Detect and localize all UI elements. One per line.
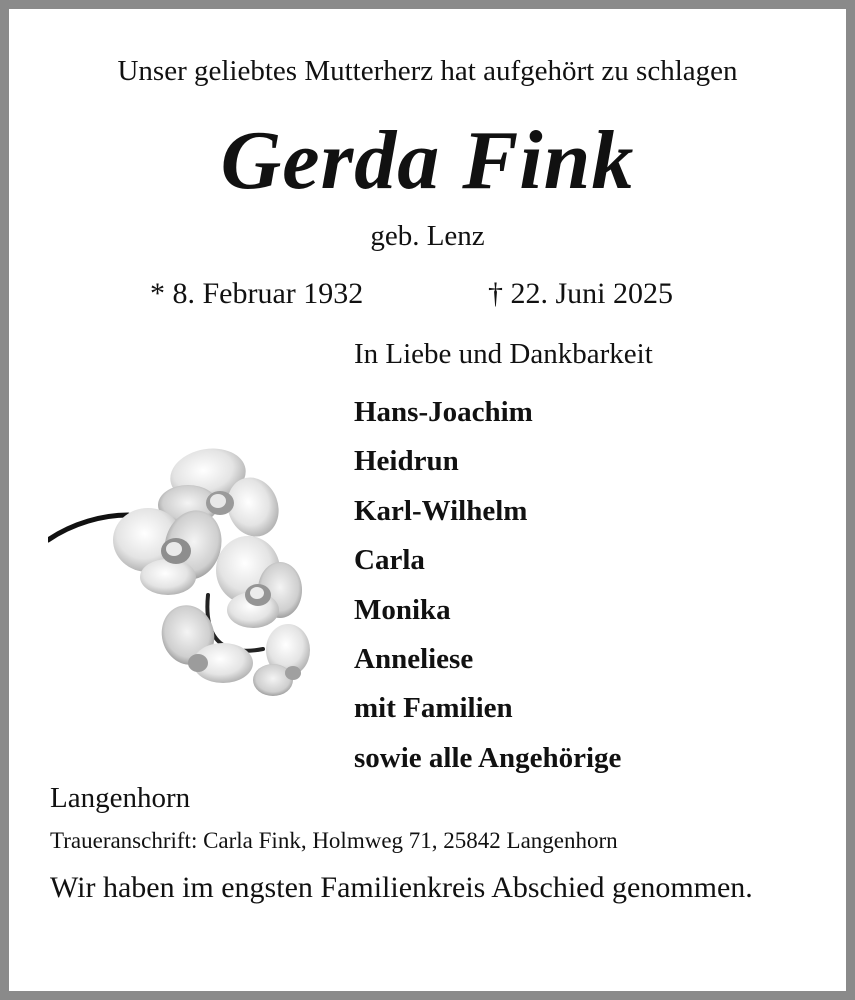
mourner-name: Carla bbox=[354, 544, 425, 577]
mourner-name: Anneliese bbox=[354, 642, 474, 675]
mourner-name: sowie alle Angehörige bbox=[354, 741, 622, 774]
mourner-name: Heidrun bbox=[354, 445, 459, 478]
orchid-icon bbox=[48, 445, 318, 705]
closing-statement: Wir haben im engsten Familienkreis Abschied genommen. bbox=[50, 871, 753, 904]
mourner-name: Monika bbox=[354, 593, 451, 626]
maiden-name: geb. Lenz bbox=[370, 220, 485, 252]
death-date: † 22. Juni 2025 bbox=[488, 277, 674, 310]
gratitude-line: In Liebe und Dankbarkeit bbox=[354, 338, 653, 370]
mourning-address: Traueranschrift: Carla Fink, Holmweg 71, 25842 Langenhorn bbox=[50, 828, 618, 853]
place-name: Langenhorn bbox=[50, 782, 191, 814]
mourner-name: Hans-Joachim bbox=[354, 396, 533, 428]
deceased-name: Gerda Fink bbox=[220, 114, 635, 207]
birth-date: * 8. Februar 1932 bbox=[150, 277, 364, 310]
mourners-list bbox=[354, 392, 621, 787]
mourner-name: mit Familien bbox=[354, 692, 513, 725]
mourner-name: Karl-Wilhelm bbox=[354, 494, 528, 527]
intro-text: Unser geliebtes Mutterherz hat aufgehört zu schlagen bbox=[117, 55, 738, 87]
